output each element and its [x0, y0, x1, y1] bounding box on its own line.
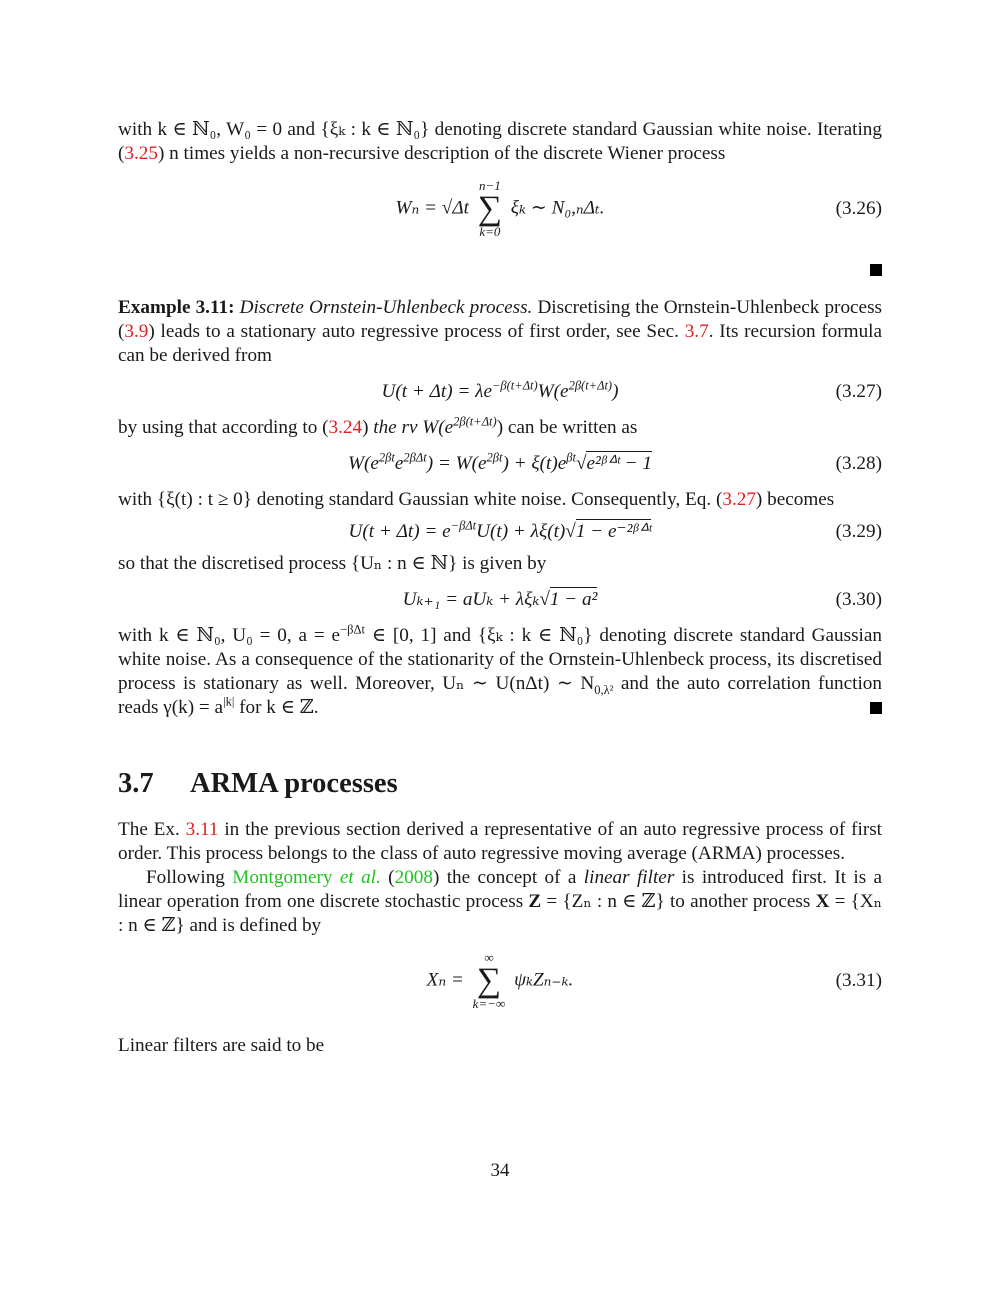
example-label: Example 3.11: [118, 297, 235, 318]
section-title: ARMA processes [190, 768, 398, 799]
eq-ref-3-27[interactable]: 3.27 [722, 489, 756, 510]
summation-symbol: ∞ ∑ k=−∞ [472, 950, 506, 1011]
section-number: 3.7 [118, 768, 154, 799]
equation-number: (3.31) [835, 970, 882, 991]
equation-number: (3.26) [835, 198, 882, 219]
equation-number: (3.30) [835, 589, 882, 610]
section-heading [118, 768, 882, 799]
paragraph-by-using: by using that according to (3.24) the rv $W(e^{2\beta(t+\Delta t)})$ can be written as [118, 414, 638, 438]
section-ref-3-7[interactable]: 3.7 [684, 321, 709, 342]
qed-square-icon [870, 702, 882, 714]
page-number: 34 [490, 1160, 510, 1181]
term-linear-filter: linear filter [583, 867, 675, 888]
page-body [118, 118, 882, 1058]
paragraph-discretised: so that the discretised process {Uₙ : n ∈ ℕ} is given by [118, 553, 547, 574]
qed-square-icon [870, 264, 882, 276]
paragraph-linear-filters-said: Linear filters are said to be [118, 1035, 325, 1056]
equation-3-30: Uₖ₊₁ = aUₖ + λξₖ√1 − a² (3.30) [402, 589, 882, 610]
citation-link[interactable]: Montgomery et al. [232, 867, 381, 888]
example-title: Discrete Ornstein-Uhlenbeck process. [239, 297, 533, 318]
paragraph-stationarity: with k ∈ ℕ₀, U₀ = 0, $a = e^{-\beta\Delta t}$ ∈ [0, 1] and {ξₖ : k ∈ ℕ₀} denoting discrete standard Gaussian white noise. As a consequence of the stationarity of the Ornstein-Uhlenbeck process, its discretised process is stationary as well. Moreover, Uₙ ∼ U(nΔt) ∼ $N_{0,\lambda^2}$ and the auto correlation function reads $\gamma(k) = a^{|k|}$ for k ∈ ℤ. [118, 622, 883, 718]
citation-year-link[interactable]: 2008 [394, 867, 433, 888]
paragraph-arma-intro: The Ex. 3.11 in the previous section derived a representative of an auto regressive process of first order. This process belongs to the class of auto regressive moving average (ARMA) processes. [118, 819, 883, 864]
paragraph-linear-filter: Following Montgomery et al. (2008) the concept of a linear filter is introduced first. It is a linear operation from one discrete stochastic process Z = {Zₙ : n ∈ ℤ} to another process X = {Xₙ : n ∈ ℤ} and is defined by [118, 867, 883, 936]
eq-ref-3-9[interactable]: 3.9 [124, 321, 149, 342]
eq-ref-3-25[interactable]: 3.25 [124, 143, 158, 164]
equation-3-28: $W(e^{2\beta t}e^{2\beta\Delta t}) = W(e^{2\beta t})$ + $\xi(t)e^{\beta t}√e^2ᵝᐞᵗ - 1$ (3.28) [348, 450, 882, 474]
equation-3-26: Wₙ = √Δt n−1 ∑ k=0 ξₖ ∼ N₀,ₙΔₜ. (3.26) [395, 178, 882, 239]
example-ref-3-11[interactable]: 3.11 [185, 819, 219, 840]
equation-number: (3.29) [835, 521, 882, 542]
paragraph-wiener-intro: with k ∈ ℕ₀, W₀ = 0 and {ξₖ : k ∈ ℕ₀} denoting discrete standard Gaussian white noise. Iterating (3.25) n times yields a non-recursive description of the discrete Wiener process [118, 119, 882, 164]
equation-3-31: Xₙ = ∞ ∑ k=−∞ ψₖZₙ₋ₖ. (3.31) [426, 950, 882, 1011]
paragraph-consequently: with {ξ(t) : t ≥ 0} denoting standard Gaussian white noise. Consequently, Eq. (3.27) becomes [118, 489, 835, 510]
summation-symbol: n−1 ∑ k=0 [477, 178, 502, 239]
equation-3-29: $U(t + \Delta t) = e^{-\beta\Delta t}U(t) + \lambda\xi(t)√1$ − e⁻²ᵝᐞᵗ (3.29) [348, 518, 882, 542]
eq-ref-3-24[interactable]: 3.24 [328, 417, 363, 438]
equation-number: (3.27) [835, 381, 882, 402]
paragraph-example-3-11: Example 3.11: Discrete Ornstein-Uhlenbeck process. Discretising the Ornstein-Uhlenbeck process (3.9) leads to a stationary auto regressive process of first order, see Sec. 3.7. Its recursion formula can be derived from [118, 297, 883, 366]
equation-number: (3.28) [835, 453, 882, 474]
equation-3-27: $U(t + \Delta t) = \lambda e^{-\beta(t+\Delta t)}W(e^{2\beta(t+\Delta t)})$ (3.27) [381, 378, 882, 402]
